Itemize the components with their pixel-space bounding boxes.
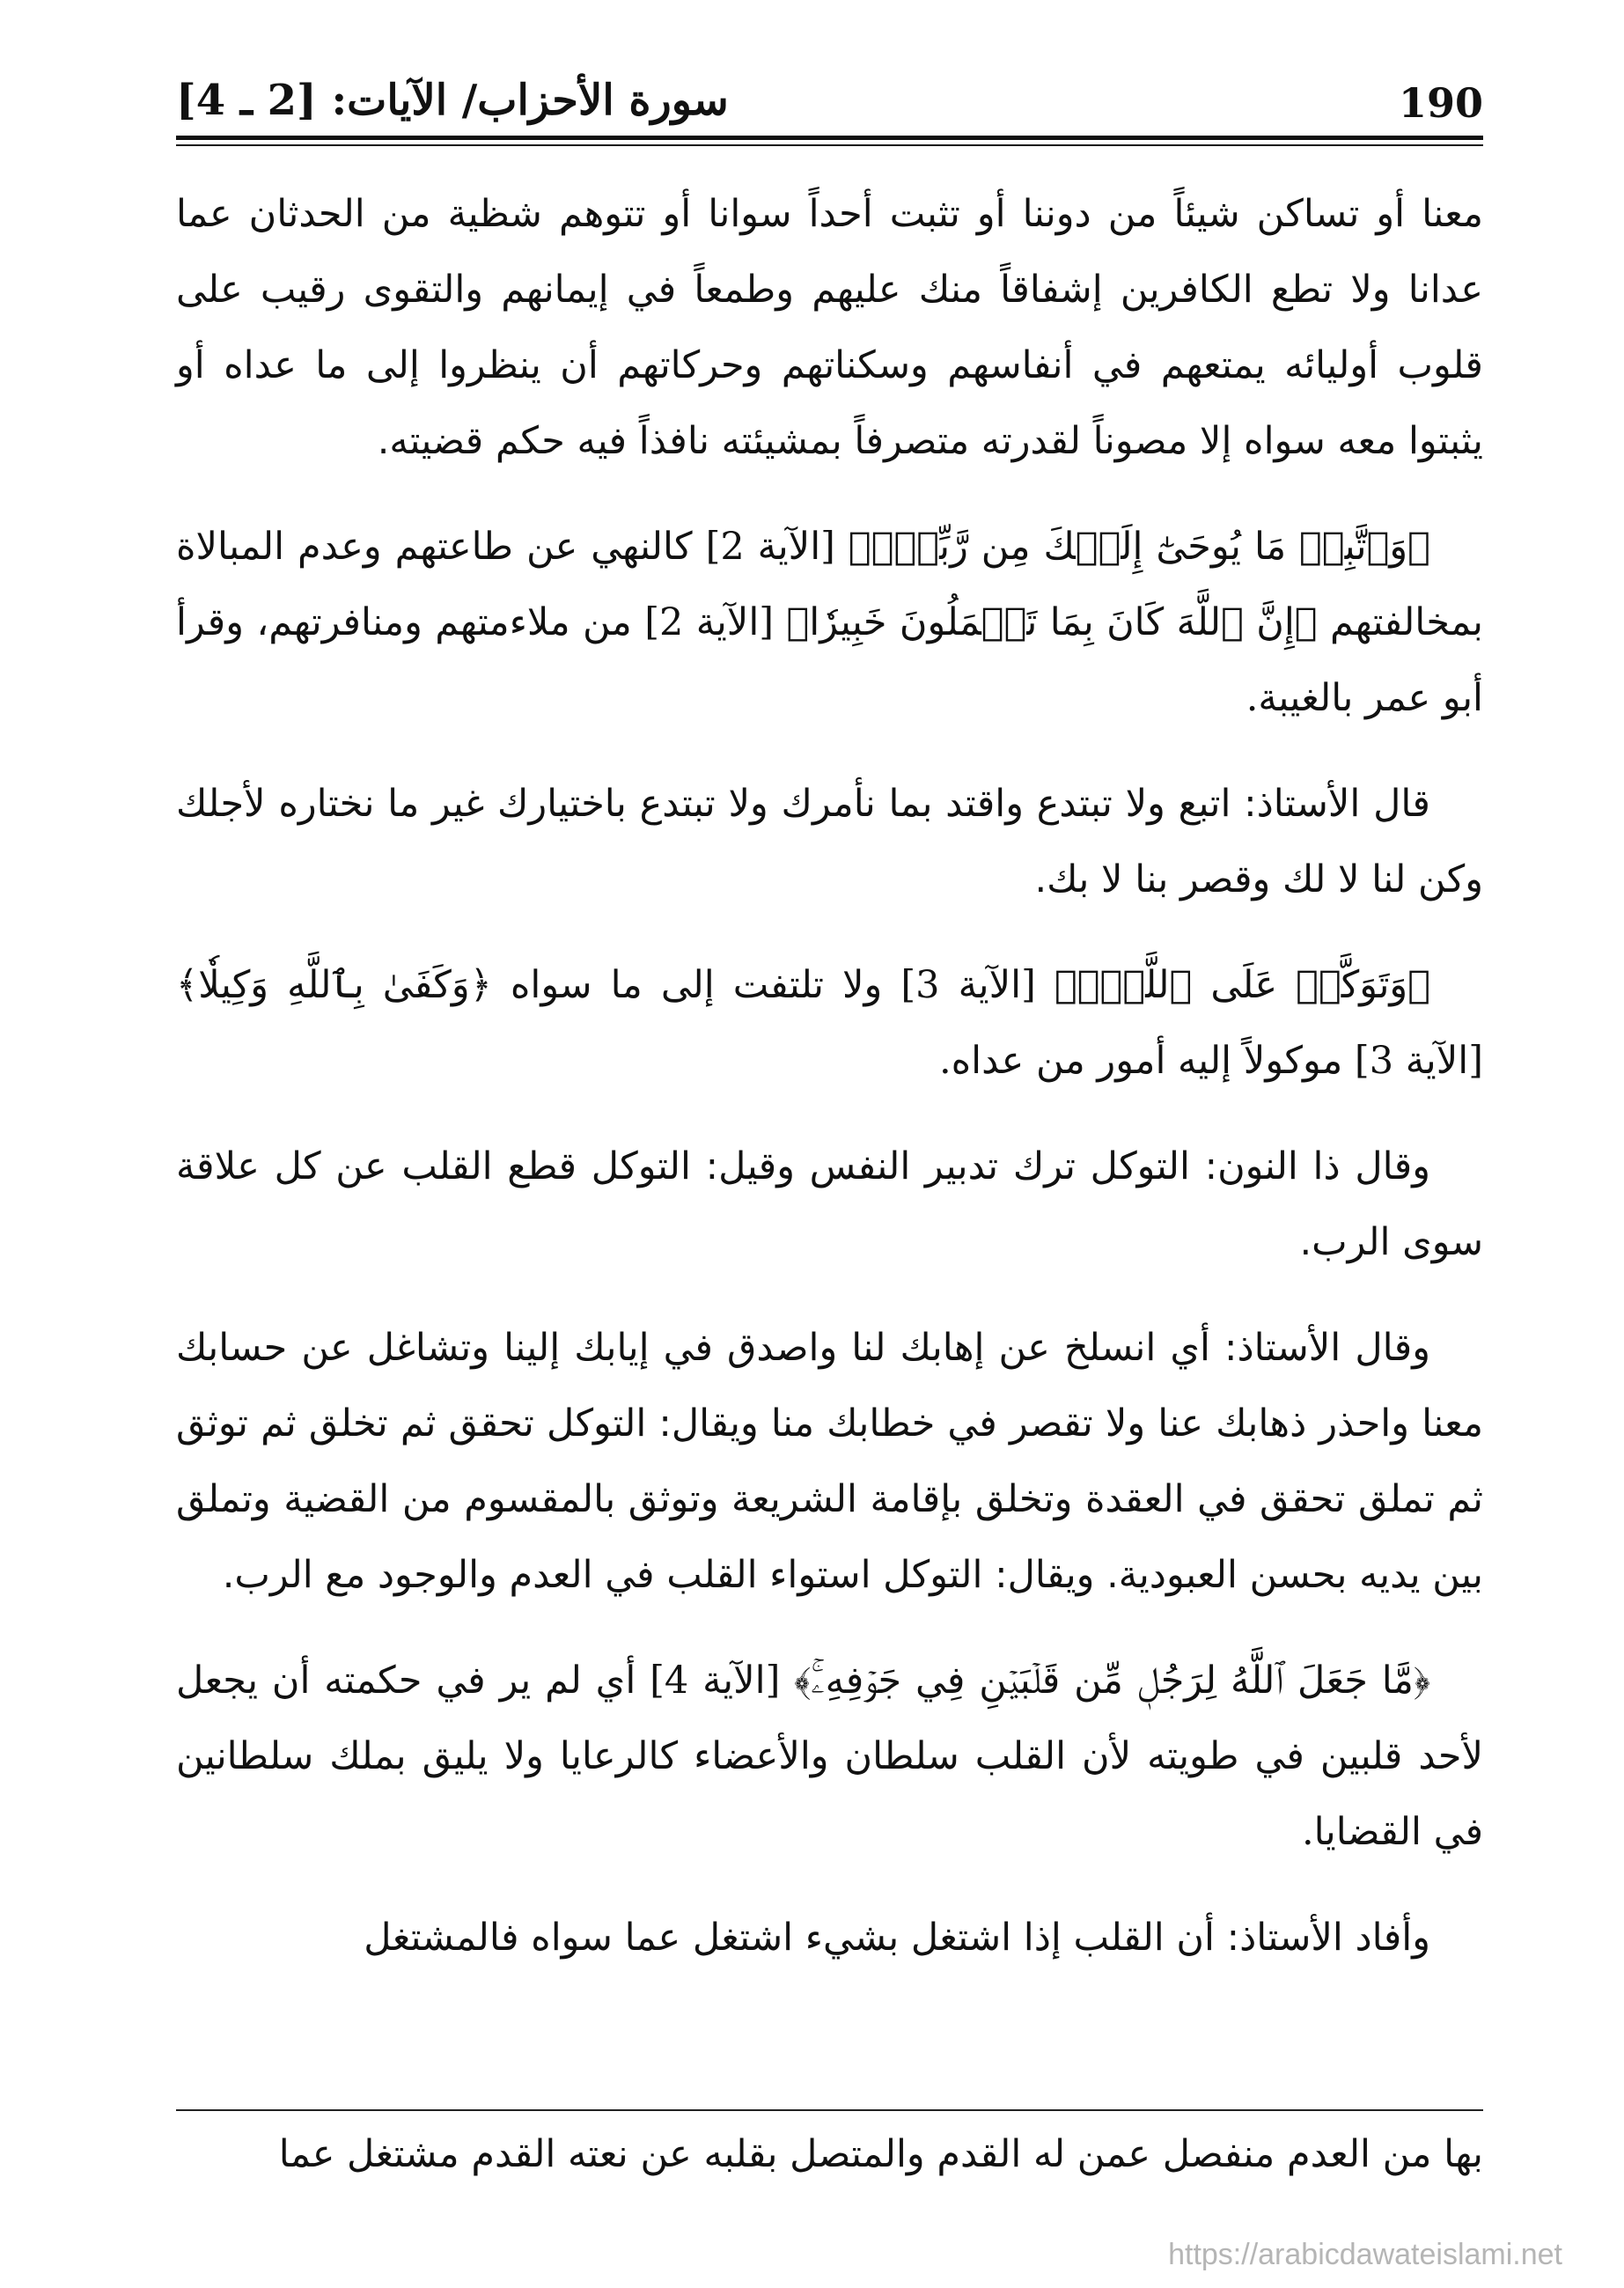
footnote-text: بها من العدم منفصل عمن له القدم والمتصل بقلبه عن نعته القدم مشتغل عما [278, 2132, 1483, 2176]
paragraph: قال الأستاذ: اتبع ولا تبتدع واقتد بما نأمرك ولا تبتدع باختيارك غير ما نختاره لأجلك وكن لنا لا لك وقصر بنا لا بك. [176, 782, 1483, 901]
running-title: سورة الأحزاب/ الآيات: [2 ـ 4] [176, 76, 729, 125]
paragraph: وقال ذا النون: التوكل ترك تدبير النفس وقيل: التوكل قطع القلب عن كل علاقة سوى الرب. [176, 1144, 1483, 1264]
header-rule-thick [176, 136, 1483, 140]
paragraph: وقال الأستاذ: أي انسلخ عن إهابك لنا واصدق في إيابك إلينا وتشاغل عن حسابك معنا واحذر ذهابك عنا ولا تقصر في خطابك منا ويقال: التوكل تحقق ثم تخلق ثم توثق ثم تملق تحقق في العقدة وتخلق بإقامة الشريعة وتوثق بالمقسوم من القضية وتملق بين يديه بحسن العبودية. ويقال: التوكل استواء القلب في العدم والوجود مع الرب. [176, 1326, 1483, 1597]
watermark: https://arabicdawateislami.net [1168, 2238, 1562, 2271]
page-header [176, 76, 1483, 137]
page-number: 190 [1398, 79, 1483, 127]
body-text [176, 176, 1483, 1975]
header-rule-thin [176, 144, 1483, 146]
paragraph: ﴿وَتَوَكَّلۡ عَلَى ٱللَّهِۚ﴾ [الآية 3] ولا تلتفت إلى ما سواه ﴿وَكَفَىٰ بِٱللَّهِ وَكِيلٗا﴾ [الآية 3] موكولاً إليه أمور من عداه. [176, 963, 1483, 1083]
paragraph: وأفاد الأستاذ: أن القلب إذا اشتغل بشيء اشتغل عما سواه فالمشتغل [364, 1916, 1430, 1960]
paragraph: معنا أو تساكن شيئاً من دوننا أو تثبت أحداً سوانا أو تتوهم شظية من الحدثان عما عدانا ولا تطع الكافرين إشفاقاً منك عليهم وطمعاً في إيمانهم والتقوى رقيب على قلوب أوليائه يمتعهم في أنفاسهم وسكناتهم وحركاتهم أن ينظروا إلى ما عداه أو يثبتوا معه سواه إلا مصوناً لقدرته متصرفاً بمشيئته نافذاً فيه حكم قضيته. [176, 192, 1483, 463]
footnote-divider [176, 2109, 1483, 2111]
paragraph: ﴿مَّا جَعَلَ ٱللَّهُ لِرَجُلٖ مِّن قَلۡبَيۡنِ فِي جَوۡفِهِۦۚ﴾ [الآية 4] أي لم ير في حكمته أن يجعل لأحد قلبين في طويته لأن القلب سلطان والأعضاء كالرعايا ولا يليق بملك سلطانين في القضايا. [176, 1659, 1483, 1854]
paragraph: ﴿وَٱتَّبِعۡ مَا يُوحَىٰٓ إِلَيۡكَ مِن رَّبِّكَۚ﴾ [الآية 2] كالنهي عن طاعتهم وعدم المبالاة بمخالفتهم ﴿إِنَّ ٱللَّهَ كَانَ بِمَا تَعۡمَلُونَ خَبِيرٗا﴾ [الآية 2] من ملاءمتهم ومنافرتهم، وقرأ أبو عمر بالغيبة. [176, 525, 1483, 720]
